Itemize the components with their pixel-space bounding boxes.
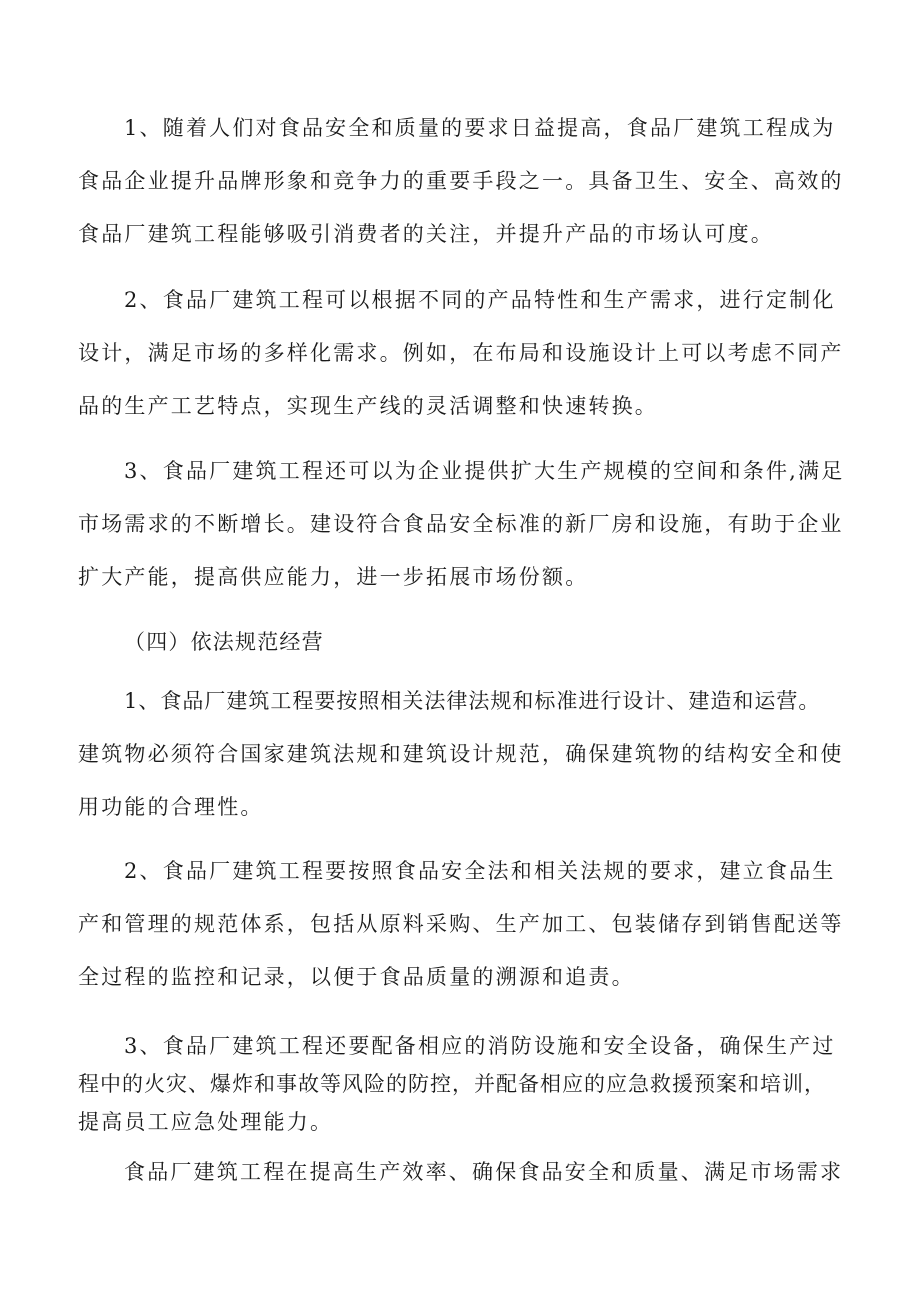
paragraph-4-line-2: 建筑物必须符合国家建筑法规和建筑设计规范，确保建筑物的结构安全和使 bbox=[78, 742, 844, 766]
paragraph-3-line-1: 3、食品厂建筑工程还可以为企业提供扩大生产规模的空间和条件,满足 bbox=[124, 459, 845, 483]
paragraph-6-line-3: 提高员工应急处理能力。 bbox=[78, 1110, 334, 1134]
paragraph-6-line-2: 程中的火灾、爆炸和事故等风险的防控，并配备相应的应急救援预案和培训， bbox=[78, 1072, 826, 1096]
paragraph-4-line-1: 1、食品厂建筑工程要按照相关法律法规和标准进行设计、建造和运营。 bbox=[124, 689, 821, 713]
paragraph-5-line-3: 全过程的监控和记录，以便于食品质量的溯源和追责。 bbox=[78, 965, 635, 989]
paragraph-1-line-1: 1、随着人们对食品安全和质量的要求日益提高，食品厂建筑工程成为 bbox=[124, 116, 836, 140]
section-heading: （四）依法规范经营 bbox=[124, 630, 324, 654]
paragraph-5-line-2: 产和管理的规范体系，包括从原料采购、生产加工、包装储存到销售配送等 bbox=[78, 912, 844, 936]
paragraph-3-line-3: 扩大产能，提高供应能力，进一步拓展市场份额。 bbox=[78, 565, 589, 589]
paragraph-2-line-3: 品的生产工艺特点，实现生产线的灵活调整和快速转换。 bbox=[78, 394, 658, 418]
paragraph-5-line-1: 2、食品厂建筑工程要按照食品安全法和相关法规的要求，建立食品生 bbox=[124, 859, 836, 883]
paragraph-7-line-1: 食品厂建筑工程在提高生产效率、确保食品安全和质量、满足市场需求 bbox=[124, 1160, 844, 1184]
paragraph-2-line-1: 2、食品厂建筑工程可以根据不同的产品特性和生产需求，进行定制化 bbox=[124, 288, 836, 312]
paragraph-2-line-2: 设计，满足市场的多样化需求。例如，在布局和设施设计上可以考虑不同产 bbox=[78, 341, 844, 365]
paragraph-3-line-2: 市场需求的不断增长。建设符合食品安全标准的新厂房和设施，有助于企业 bbox=[78, 512, 844, 536]
paragraph-6-line-1: 3、食品厂建筑工程还要配备相应的消防设施和安全设备，确保生产过 bbox=[124, 1034, 836, 1058]
paragraph-1-line-2: 食品企业提升品牌形象和竞争力的重要手段之一。具备卫生、安全、高效的 bbox=[78, 169, 844, 193]
paragraph-4-line-3: 用功能的合理性。 bbox=[78, 795, 264, 819]
paragraph-1-line-3: 食品厂建筑工程能够吸引消费者的关注，并提升产品的市场认可度。 bbox=[78, 222, 774, 246]
